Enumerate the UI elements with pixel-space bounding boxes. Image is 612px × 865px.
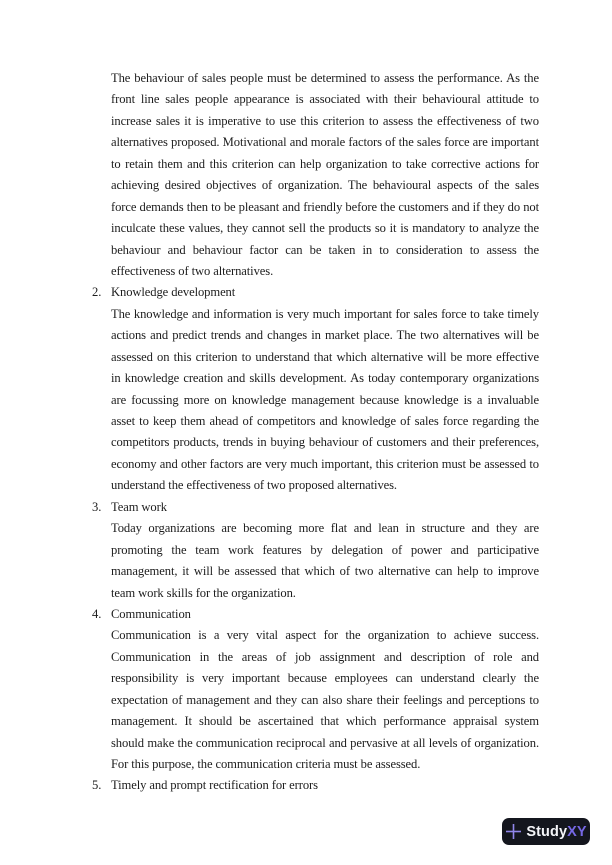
paragraph-line: Communication is a very vital aspect for the organization to achieve success. xyxy=(111,628,539,643)
paragraph-line: Today organizations are becoming more flat and lean in structure and they are xyxy=(111,521,539,536)
logo-text-xy: XY xyxy=(567,823,587,840)
item-number: 4. xyxy=(92,606,102,621)
list-item-heading xyxy=(92,282,538,303)
item-number: 3. xyxy=(92,499,102,514)
document-body xyxy=(92,68,538,797)
paragraph-line: are focussing more on knowledge management because knowledge is a invaluable xyxy=(111,392,539,407)
plus-icon xyxy=(505,823,522,840)
item-title: Knowledge development xyxy=(111,285,236,300)
paragraph-line: responsibility is very important because employees can understand clearly the xyxy=(111,671,539,686)
paragraph-line: alternatives proposed. Motivational and morale factors of the sales force are important xyxy=(111,135,539,150)
item-number: 2. xyxy=(92,285,102,300)
paragraph-line: team work skills for the organization. xyxy=(111,585,296,600)
paragraph-line: For this purpose, the communication criteria must be assessed. xyxy=(111,757,421,771)
paragraph-line: expectation of management and they can also share their feelings and perceptions to xyxy=(111,692,539,707)
paragraph-line: in knowledge creation and skills development. As today contemporary organizations xyxy=(111,371,539,386)
logo-text-study: Study xyxy=(526,823,568,840)
list-item-heading xyxy=(92,604,538,625)
list-item-heading xyxy=(92,497,538,518)
paragraph-line: should make the communication reciprocal and pervasive at all levels of organization. xyxy=(111,735,539,750)
paragraph-line: asset to keep them ahead of competitors and knowledge of sales force regarding the xyxy=(111,414,539,428)
paragraph-line: achieving desired objectives of organization. The behavioural aspects of the sales xyxy=(111,178,539,193)
paragraph-line: Communication in the areas of job assignment and description of role and xyxy=(111,649,539,664)
paragraph-line: behaviour and behaviour factor can be taken in to consideration to assess the xyxy=(111,242,539,257)
paragraph-line: force demands then to be pleasant and friendly before the customers and if they do not xyxy=(111,199,539,214)
paragraph-line: management, it will be assessed that which of two alternative can help to improve xyxy=(111,564,539,579)
list-item-heading xyxy=(92,775,538,796)
paragraph-line: actions and predict trends and changes in market place. The two alternatives will be xyxy=(111,328,539,343)
logo-text xyxy=(526,824,586,840)
paragraph-line: management. It should be ascertained that which performance appraisal system xyxy=(111,714,539,729)
item-number: 5. xyxy=(92,778,102,793)
studyxy-logo xyxy=(502,818,590,845)
paragraph-line: competitors products, trends in buying behaviour of customers and their preferences, xyxy=(111,435,539,450)
paragraph-line: front line sales people appearance is associated with their behavioural attitude to xyxy=(111,92,539,107)
paragraph-line: assessed on this criterion to understand that which alternative will be more effective xyxy=(111,349,539,364)
paragraph-line: The knowledge and information is very much important for sales force to take timely xyxy=(111,306,539,321)
paragraph-line: The behaviour of sales people must be determined to assess the performance. As the xyxy=(111,71,539,85)
item-title: Team work xyxy=(111,499,167,514)
item-title: Timely and prompt rectification for errors xyxy=(111,778,318,793)
paragraph-line: promoting the team work features by delegation of power and participative xyxy=(111,542,539,557)
item-title: Communication xyxy=(111,606,191,621)
paragraph-line: increase sales it is imperative to use this criterion to assess the effectiveness of two xyxy=(111,113,539,128)
paragraph-line: effectiveness of two alternatives. xyxy=(111,263,274,278)
paragraph-line: inculcate these values, they cannot sell the products so it is mandatory to analyze the xyxy=(111,221,539,236)
paragraph-line: understand the effectiveness of two proposed alternatives. xyxy=(111,478,397,493)
paragraph-line: to retain them and this criterion can help organization to take corrective actions for xyxy=(111,156,539,171)
paragraph-line: economy and other factors are very much important, this criterion must be assessed to xyxy=(111,456,539,471)
